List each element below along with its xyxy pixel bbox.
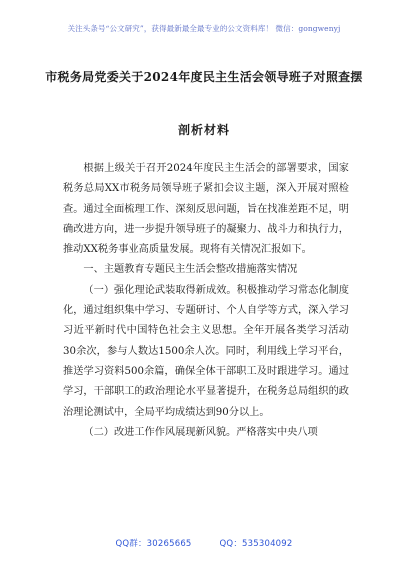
footer-contact — [0, 537, 408, 549]
qq-group-number: QQ群：30265665 — [115, 539, 192, 549]
section-heading: 一、主题教育专题民主生活会整改措施落实情况 — [83, 264, 298, 276]
header-note: 关注头条号“公文研究”，获得最新最全最专业的公文资料库！ 微信：gongwenyj — [67, 24, 341, 33]
document-title: 市税务局党委关于2024年度民主生活会领导班子对照查摆 — [45, 70, 363, 84]
body-paragraph: 根据上级关于召开2024年度民主生活会的部署要求，国家税务总局XX市税务局领导班子紧扣会议主题，深入开展对照检查。通过全面梳理工作、深刻反思问题，旨在找准差距不足，明确改进方向，进一步提升领导班子的凝聚力、战斗力和执行力，推动XX税务事业高质量发展。现将有关情况汇报如下。 — [63, 163, 349, 256]
document-subtitle: 剖析材料 — [177, 123, 230, 137]
body-paragraph: （二）改进工作作风展现新风貌。严格落实中央八项 — [83, 426, 318, 438]
body-paragraph: （一）强化理论武装取得新成效。积极推动学习常态化制度化，通过组织集中学习、专题研讨、个人自学等方式，深入学习习近平新时代中国特色社会主义思想。全年开展各类学习活动30余次，参与人数达1500余人次。同时，利用线上学习平台，推送学习资料500余篇，确保全体干部职工及时跟进学习。通过学习，干部职工的政治理论水平显著提升，在税务总局组织的政治理论测试中，全局平均成绩达到90分以上。 — [63, 284, 349, 418]
document-body — [63, 159, 349, 443]
qq-number: QQ：535304092 — [219, 539, 293, 549]
